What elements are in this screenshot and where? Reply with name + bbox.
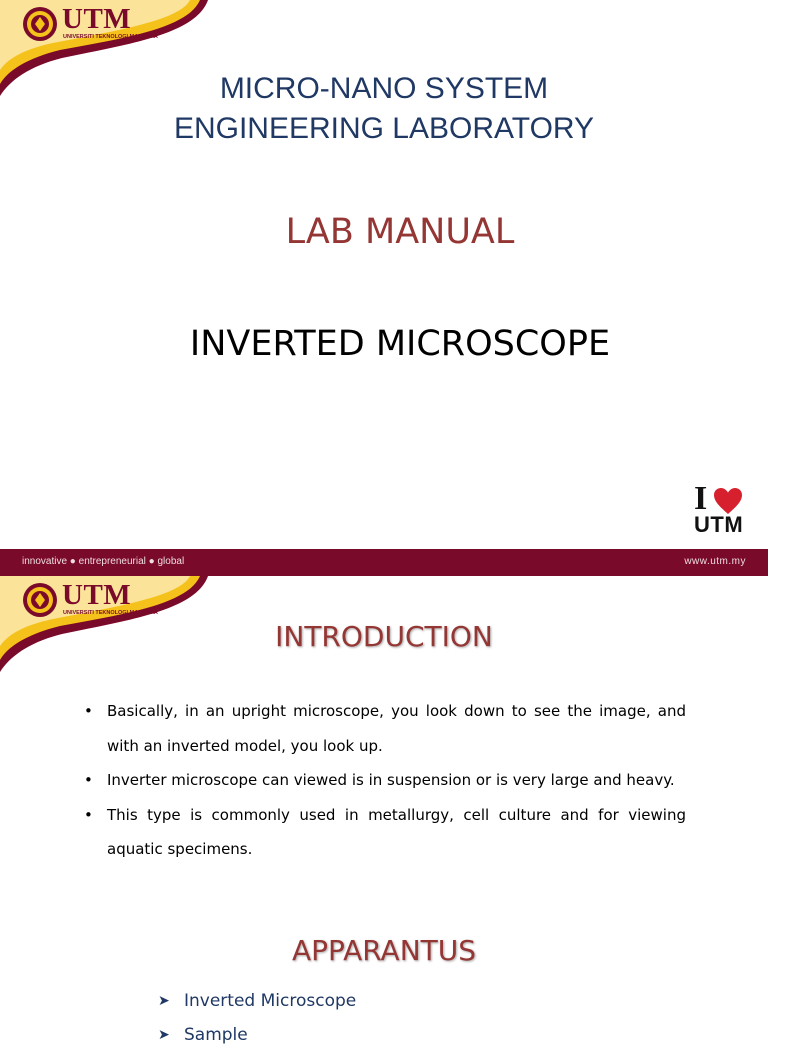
bullet-text: This type is commonly used in metallurgy, cell culture and for viewing aquatic specimens. bbox=[107, 805, 686, 858]
introduction-bullets bbox=[84, 694, 686, 867]
title-line-1: MICRO-NANO SYSTEM bbox=[219, 72, 549, 105]
badge-utm: UTM bbox=[694, 512, 744, 537]
utm-logo bbox=[22, 579, 158, 622]
list-item bbox=[158, 984, 356, 1018]
apparatus-item: Inverted Microscope bbox=[184, 991, 357, 1011]
list-item: • Basically, in an upright microscope, you look down to see the image, and with an inverted model, you look up. bbox=[84, 702, 686, 755]
logo-subtext: UNIVERSITI TEKNOLOGI MALAYSIA bbox=[63, 34, 158, 40]
topic-title: INVERTED MICROSCOPE bbox=[189, 324, 611, 364]
utm-emblem-icon bbox=[22, 6, 58, 42]
heart-icon bbox=[713, 487, 743, 515]
footer-url: www.utm.my bbox=[684, 556, 746, 567]
badge-i: I bbox=[694, 480, 708, 517]
introduction-heading: INTRODUCTION bbox=[275, 620, 493, 653]
title-line-2: ENGINEERING LABORATORY bbox=[173, 112, 595, 145]
apparatus-list bbox=[158, 984, 356, 1052]
utm-emblem-icon bbox=[22, 582, 58, 618]
apparatus-item: Sample bbox=[184, 1025, 248, 1045]
list-item: • This type is commonly used in metallurgy, cell culture and for viewing aquatic specimens. bbox=[84, 805, 686, 858]
i-love-utm-badge bbox=[694, 480, 750, 542]
introduction-slide bbox=[0, 576, 768, 1045]
subtitle: LAB MANUAL bbox=[285, 212, 515, 252]
arrow-bullet-icon: ➤ bbox=[158, 993, 170, 1009]
logo-text: UTM bbox=[62, 3, 132, 35]
footer-bar bbox=[0, 549, 768, 576]
logo-subtext: UNIVERSITI TEKNOLOGI MALAYSIA bbox=[63, 610, 158, 616]
bullet-text: Basically, in an upright microscope, you look down to see the image, and with an inverted model, you look up. bbox=[107, 702, 686, 755]
logo-text: UTM bbox=[62, 579, 132, 611]
list-item: • Inverter microscope can viewed is in suspension or is very large and heavy. bbox=[84, 771, 675, 789]
footer-tagline: innovative ● entrepreneurial ● global bbox=[22, 556, 185, 567]
list-item bbox=[158, 1018, 356, 1052]
utm-logo bbox=[22, 3, 158, 46]
arrow-bullet-icon: ➤ bbox=[158, 1027, 170, 1043]
apparatus-heading: APPARANTUS bbox=[291, 934, 477, 967]
bullet-text: Inverter microscope can viewed is in suspension or is very large and heavy. bbox=[107, 771, 675, 789]
